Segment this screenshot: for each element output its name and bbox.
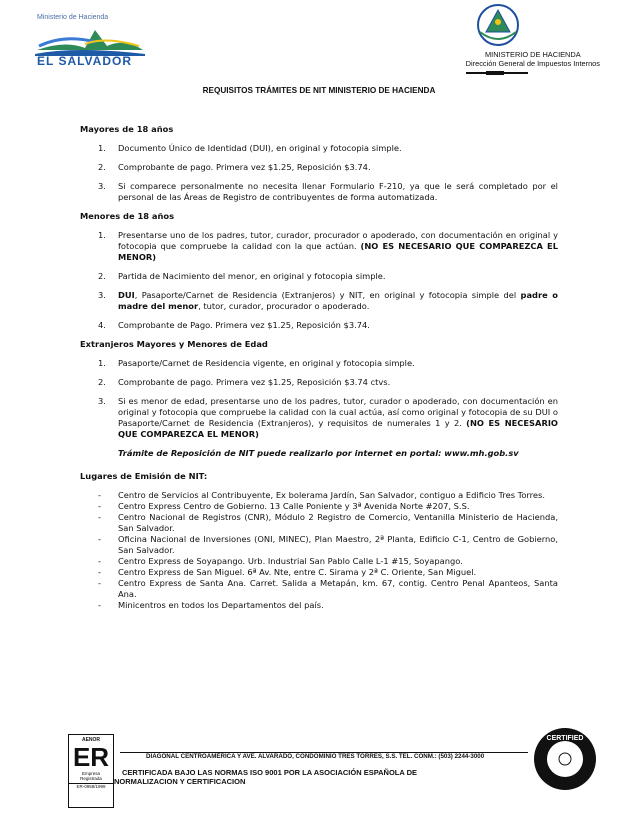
- certified-seal-icon: [532, 726, 598, 792]
- list-text: Centro Express Centro de Gobierno. 13 Calle Poniente y 3ª Avenida Norte #207, S.S.: [118, 501, 470, 511]
- list-text: Centro Express de Santa Ana. Carret. Salida a Metapán, km. 67, contig. Centro Penal Apanteos, Santa Ana.: [118, 578, 558, 599]
- page-title: REQUISITOS TRÁMITES DE NIT MINISTERIO DE HACIENDA: [202, 86, 436, 95]
- list-dash: -: [98, 556, 101, 566]
- list-dash: -: [98, 578, 101, 588]
- list-text: Partida de Nacimiento del menor, en original y fotocopia simple.: [118, 271, 386, 281]
- footer-iso-statement: [114, 768, 417, 786]
- aenor-title: AENOR: [81, 737, 101, 743]
- list-number: 1.: [98, 358, 106, 368]
- list-text: Presentarse uno de los padres, tutor, curador, procurador o apoderado, con documentación en original y fotocopia que compruebe la calidad con la que actúan.: [118, 230, 558, 251]
- list-dash: -: [98, 512, 101, 522]
- list-number: 3.: [98, 290, 106, 300]
- list-number: 4.: [98, 320, 106, 330]
- list-mayores: [80, 143, 558, 203]
- list-text: Comprobante de pago. Primera vez $1.25, Reposición $3.74.: [118, 162, 371, 172]
- document-body: [80, 124, 558, 611]
- list-item: [80, 230, 558, 263]
- list-text: Pasaporte/Carnet de Residencia vigente, en original y fotocopia simple.: [118, 358, 415, 368]
- list-item: [80, 578, 558, 600]
- footer-address: DIAGONAL CENTROAMÉRICA Y AVE. ALVARADO, CONDOMINIO TRES TORRES, S.S. TEL. CONM.: (503) 2244-3000: [146, 753, 485, 760]
- list-text: Comprobante de pago. Primera vez $1.25, Reposición $3.74 ctvs.: [118, 377, 391, 387]
- logo-country: EL SALVADOR: [37, 54, 133, 68]
- aenor-code: ER-0958/1999: [69, 783, 113, 789]
- list-dash: -: [98, 534, 101, 544]
- list-text: Documento Único de Identidad (DUI), en original y fotocopia simple.: [118, 143, 402, 153]
- footer-iso-line1: CERTIFICADA BAJO LAS NORMAS ISO 9001 POR LA ASOCIACIÓN ESPAÑOLA DE: [122, 768, 418, 777]
- list-text-bold: (NO ES NECESARIO QUE COMPAREZCA EL MENOR): [118, 418, 558, 439]
- list-text: Centro de Servicios al Contribuyente, Ex bolerama Jardín, San Salvador, contiguo a Edificio Tres Torres.: [118, 490, 545, 500]
- list-item: [80, 512, 558, 534]
- cert-text: CERTIFIED: [546, 735, 584, 742]
- list-item: [80, 534, 558, 556]
- list-dash: -: [98, 490, 101, 500]
- aenor-certification-logo: [68, 734, 114, 808]
- list-text: Centro Express de Soyapango. Urb. Industrial San Pablo Calle L-1 #15, Soyapango.: [118, 556, 463, 566]
- volcano-logo-icon: [35, 20, 145, 56]
- list-extranjeros: [80, 358, 558, 440]
- section-heading-extranjeros: Extranjeros Mayores y Menores de Edad: [80, 339, 268, 349]
- list-item: [80, 600, 558, 611]
- list-lugares: [80, 490, 558, 611]
- list-text-bold: padre o madre del menor: [118, 290, 558, 311]
- list-text: Comprobante de Pago. Primera vez $1.25, Reposición $3.74.: [118, 320, 370, 330]
- list-number: 2.: [98, 377, 106, 387]
- list-text: Si comparece personalmente no necesita llenar Formulario F-210, ya que le será completado por el personal de las Áreas de Registro de contribuyentes de forma automatizada.: [118, 181, 558, 202]
- list-text: Centro Express de San Miguel. 6ª Av. Nte, entre C. Sirama y 2ª C. Oriente, San Miguel.: [118, 567, 477, 577]
- list-number: 3.: [98, 181, 106, 191]
- list-item: [80, 271, 558, 282]
- aenor-mark: ER: [72, 742, 110, 772]
- list-item: [80, 358, 558, 369]
- national-seal-icon: [470, 2, 526, 48]
- header-ministry-text: [466, 50, 600, 68]
- list-number: 1.: [98, 230, 106, 240]
- list-item: [80, 490, 558, 501]
- aenor-sub1: Empresa: [81, 771, 100, 776]
- internet-note: Trámite de Reposición de NIT puede realizarlo por internet en portal: www.mh.gob.sv: [118, 448, 519, 458]
- list-item: [80, 290, 558, 312]
- list-number: 2.: [98, 271, 106, 281]
- list-item: [80, 320, 558, 331]
- header-divider-accent: [486, 71, 504, 75]
- list-item: [80, 377, 558, 388]
- list-text-bold: (NO ES NECESARIO QUE COMPAREZCA EL MENOR): [118, 241, 558, 262]
- list-text: , Pasaporte/Carnet de Residencia (Extranjeros) y NIT, en original y fotocopia simple del: [134, 290, 521, 300]
- list-item: [80, 501, 558, 512]
- list-item: [80, 396, 558, 440]
- section-heading-lugares: Lugares de Emisión de NIT:: [80, 471, 208, 481]
- list-text: , tutor, curador, procurador o apoderado.: [198, 301, 370, 311]
- list-text: Centro Nacional de Registros (CNR), Módulo 2 Registro de Comercio, Ventanilla Ministerio de Hacienda, San Salvador.: [118, 512, 558, 533]
- list-dash: -: [98, 567, 101, 577]
- list-item: [80, 181, 558, 203]
- list-item: [80, 162, 558, 173]
- list-number: 1.: [98, 143, 106, 153]
- list-item: [80, 143, 558, 154]
- section-heading-mayores: Mayores de 18 años: [80, 124, 174, 134]
- section-heading-menores: Menores de 18 años: [80, 211, 175, 221]
- list-dash: -: [98, 501, 101, 511]
- logo-caption: Ministerio de Hacienda: [37, 14, 109, 21]
- list-dash: -: [98, 600, 101, 610]
- list-text: Oficina Nacional de Inversiones (ONI, MINEC), Plan Maestro, 2ª Planta, Edificio C-1, Centro de Gobierno, San Salvador.: [118, 534, 558, 555]
- list-text: Minicentros en todos los Departamentos del país.: [118, 600, 324, 610]
- aenor-sub2: Registrada: [80, 776, 102, 781]
- footer-iso-line2: NORMALIZACION Y CERTIFICACION: [114, 777, 246, 786]
- list-menores: [80, 230, 558, 331]
- ministerio-hacienda-logo: [35, 12, 145, 74]
- header-direction-name: Dirección General de Impuestos Internos: [465, 59, 600, 68]
- list-item: [80, 556, 558, 567]
- header-ministry-name: MINISTERIO DE HACIENDA: [484, 50, 581, 59]
- list-text: Si es menor de edad, presentarse uno de los padres, tutor, curador o apoderado, con documentación en original y fotocopia que compruebe la calidad con la cual actúa, así como original y fotocopia de su DUI o Pasaporte/Carnet de Residencia (Extranjeros), y requisitos de numerales 1 y 2.: [118, 396, 558, 428]
- list-number: 3.: [98, 396, 106, 406]
- list-item: [80, 567, 558, 578]
- list-text-bold: DUI: [118, 290, 135, 300]
- list-number: 2.: [98, 162, 106, 172]
